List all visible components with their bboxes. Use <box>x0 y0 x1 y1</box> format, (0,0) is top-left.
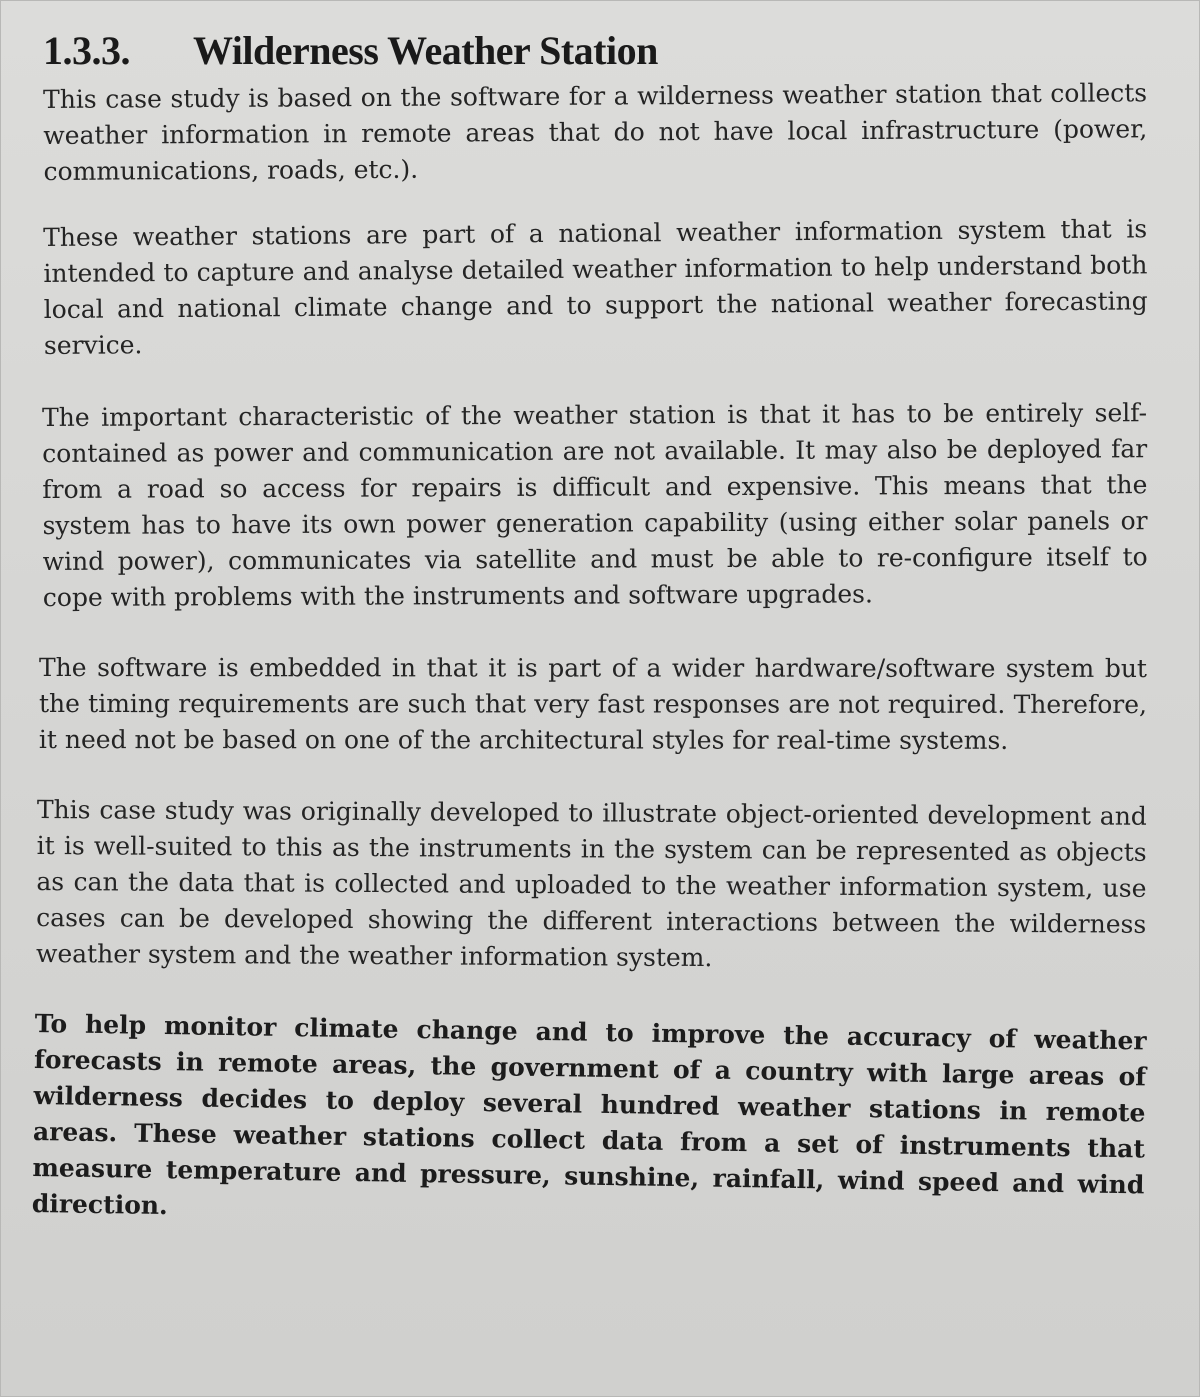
section-number: 1.3.3. <box>43 28 130 73</box>
paragraph-national-system: These weather stations are part of a national weather information system that is intended to capture and analyse detailed weather information to help understand both local and national climate change and to support the national weather forecasting service. <box>43 214 1148 360</box>
paragraph-intro: This case study is based on the software for a wilderness weather station that collects weather information in remote areas that do not have local infrastructure (power, communications, roads, etc.). <box>43 78 1148 186</box>
section-heading <box>43 27 1147 74</box>
paragraph-self-contained: The important characteristic of the weather station is that it has to be entirely self-contained as power and communication are not available. It may also be deployed far from a road so access for repairs is difficult and expensive. This means that the system has to have its own power generation capability (using either solar panels or wind power), communicates via satellite and must be able to re-configure itself to cope with problems with the instruments and software upgrades. <box>42 398 1148 612</box>
page-content <box>31 27 1148 1222</box>
paragraph-deployment: To help monitor climate change and to improve the accuracy of weather forecasts in remote areas, the government of a country with large areas of wilderness decides to deploy several hundred weather stations in remote areas. These weather stations collect data from a set of instruments that measure temperature and pressure, sunshine, rainfall, wind speed and wind direction. <box>31 1008 1147 1221</box>
section-title: Wilderness Weather Station <box>193 28 658 73</box>
paragraph-embedded-software: The software is embedded in that it is part of a wider hardware/software system but the timing requirements are such that very fast responses are not required. Therefore, it need not be based on one of the architectural styles for real-time systems. <box>38 653 1147 755</box>
paragraph-object-oriented: This case study was originally developed to illustrate object-oriented development and it is well-suited to this as the instruments in the system can be represented as objects as can the data that is collected and uploaded to the weather information system, use cases can be developed showing the different interactions between the wilderness weather system and the weather information system. <box>35 794 1147 973</box>
